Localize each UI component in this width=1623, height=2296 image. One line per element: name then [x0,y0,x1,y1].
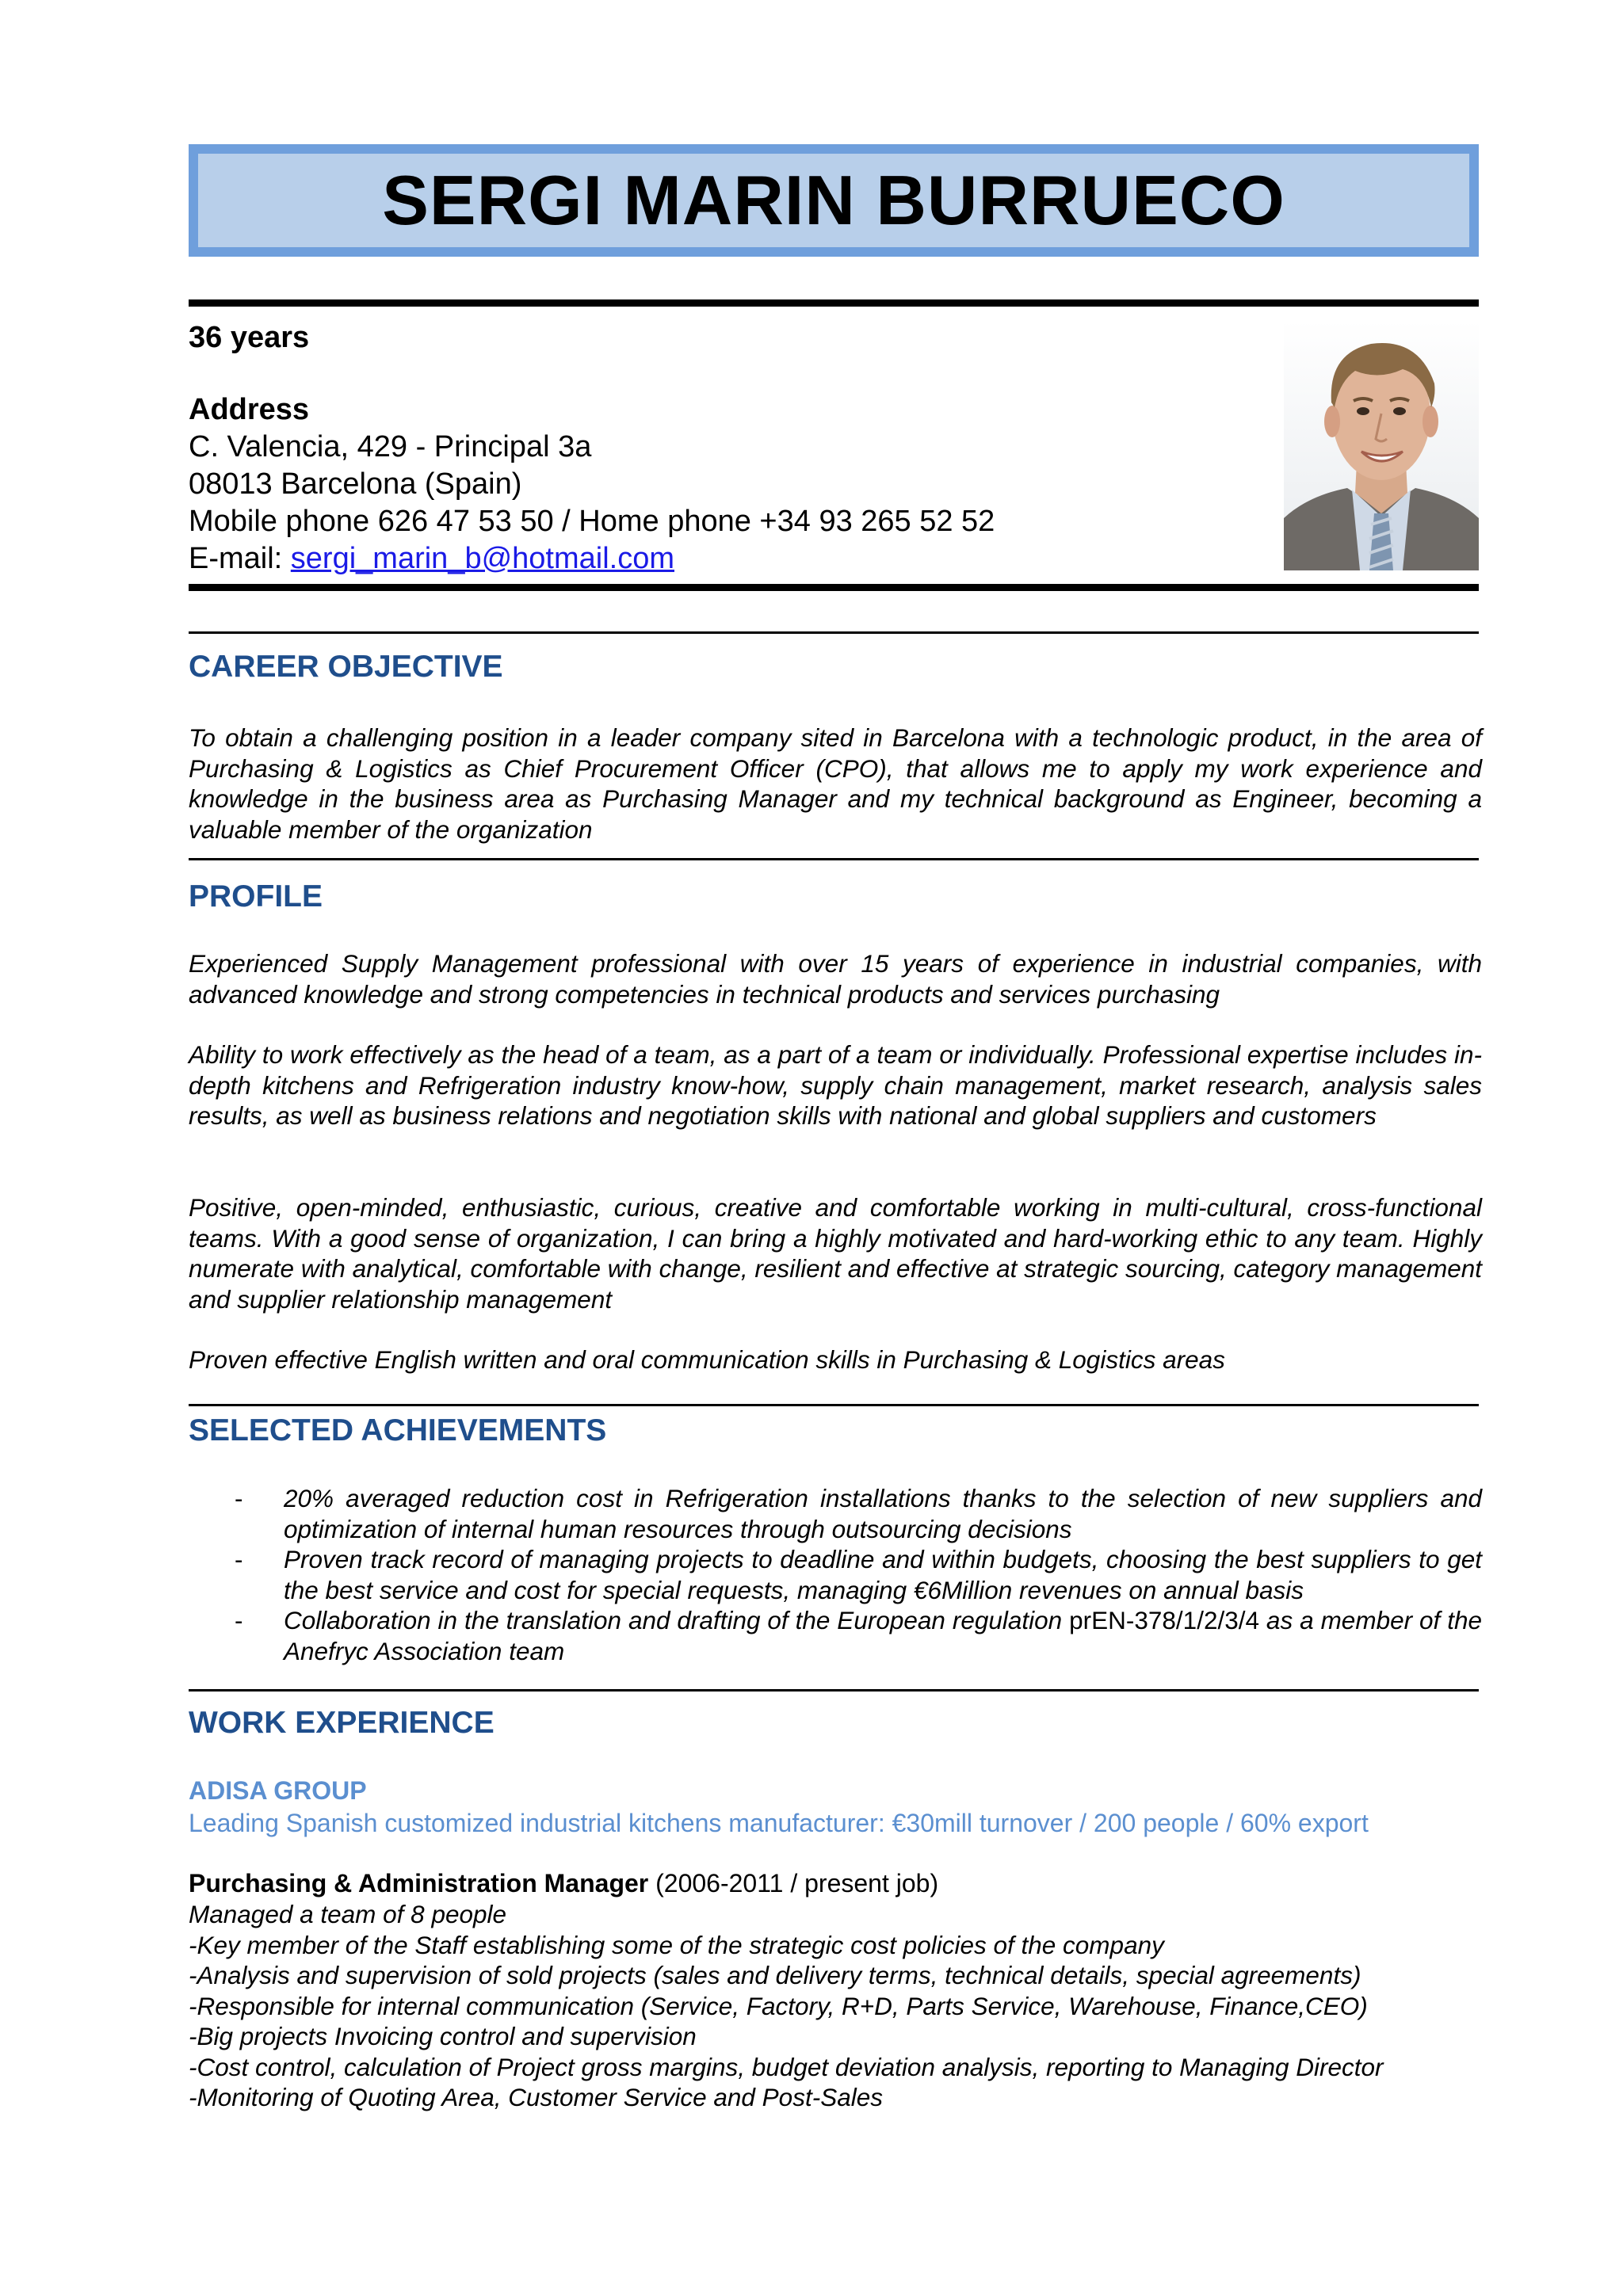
company-description: Leading Spanish customized industrial kitchens manufacturer: €30mill turnover / 200 people / 60% export [189,1809,1369,1837]
company-name: ADISA GROUP [189,1776,367,1805]
job-title: Purchasing & Administration Manager [189,1869,649,1897]
phone-numbers: Mobile phone 626 47 53 50 / Home phone +34 93 265 52 52 [189,505,995,538]
age: 36 years [189,321,310,354]
address-line-2: 08013 Barcelona (Spain) [189,467,522,501]
achievement-text: 20% averaged reduction cost in Refrigeration installations thanks to the selection of new suppliers and optimization of internal human resources through outsourcing decisions [284,1484,1482,1543]
work-experience-heading: WORK EXPERIENCE [189,1706,495,1740]
job-duties [189,1899,1384,2113]
job-title-row [189,1868,938,1899]
name-banner-inner [198,154,1469,247]
achievement-text: Collaboration in the translation and drafting of the European regulation prEN-378/1/2/3/4 as a member of the Anefryc Association team [284,1606,1482,1665]
career-objective-text: To obtain a challenging position in a leader company sited in Barcelona with a technologic product, in the area of Purchasing & Logistics as Chief Procurement Officer (CPO), that allows me to apply my work experience and knowledge in the business area as Purchasing Manager and my technical background as Engineer, becoming a valuable member of the organization [189,723,1482,844]
achievements-list [189,1483,1482,1666]
list-dash: - [235,1606,243,1634]
list-item [189,1605,1482,1666]
job-period: (2006-2011 / present job) [648,1869,939,1897]
section-rule [189,631,1479,634]
duty-line: -Analysis and supervision of sold projects (sales and delivery terms, technical details, special agreements) [189,1961,1361,1989]
profile-paragraph-1: Experienced Supply Management professional with over 15 years of experience in industrial companies, with advanced knowledge and strong competencies in technical products and services purchasing [189,949,1482,1009]
list-dash: - [235,1545,243,1573]
profile-heading: PROFILE [189,879,323,913]
career-objective-heading: CAREER OBJECTIVE [189,650,503,684]
section-rule [189,858,1479,860]
duty-line: -Responsible for internal communication (Service, Factory, R+D, Parts Service, Warehouse, Finance,CEO) [189,1991,1368,2020]
achievement-text: Proven track record of managing projects to deadline and within budgets, choosing the best suppliers to get the best service and cost for special requests, managing €6Million revenues on annual basis [284,1545,1482,1604]
address-line-1: C. Valencia, 429 - Principal 3a [189,430,592,463]
email-label: E-mail: [189,542,291,575]
candidate-name: SERGI MARIN BURRUECO [382,161,1285,239]
regulation-code: prEN-378/1/2/3/4 [1069,1606,1260,1634]
email-link[interactable]: sergi_marin_b@hotmail.com [290,542,674,575]
address-label: Address [189,393,310,426]
section-rule [189,1689,1479,1691]
email-row [189,540,995,578]
profile-paragraph-3: Positive, open-minded, enthusiastic, curious, creative and comfortable working in multi-cultural, cross-functional teams. With a good sense of organization, I can bring a highly motivated and hard-working ethic to any team. Highly numerate with analytical, comfortable with change, resilient and effective at strategic sourcing, category management and supplier relationship management [189,1193,1482,1314]
duty-line: -Monitoring of Quoting Area, Customer Service and Post-Sales [189,2083,883,2111]
address-block [189,391,995,578]
duty-line: -Cost control, calculation of Project gross margins, budget deviation analysis, reporting to Managing Director [189,2052,1384,2081]
achievements-heading: SELECTED ACHIEVEMENTS [189,1413,607,1447]
section-rule [189,1404,1479,1406]
duty-line: -Key member of the Staff establishing some of the strategic cost policies of the company [189,1930,1164,1959]
header-top-rule [189,299,1479,307]
list-item [189,1483,1482,1544]
list-dash: - [235,1484,243,1512]
name-banner [189,144,1479,257]
profile-photo [1284,320,1479,570]
duty-line: Managed a team of 8 people [189,1900,507,1928]
duty-line: -Big projects Invoicing control and supervision [189,2022,697,2050]
profile-paragraph-2: Ability to work effectively as the head of a team, as a part of a team or individually. Professional expertise includes in-depth kitchens and Refrigeration industry know-how, supply chain management, market research, analysis sales results, as well as business relations and negotiation skills with national and global suppliers and customers [189,1040,1482,1130]
list-item [189,1544,1482,1605]
profile-paragraph-4: Proven effective English written and oral communication skills in Purchasing & Logistics areas [189,1345,1225,1374]
header-bottom-rule [189,584,1479,591]
